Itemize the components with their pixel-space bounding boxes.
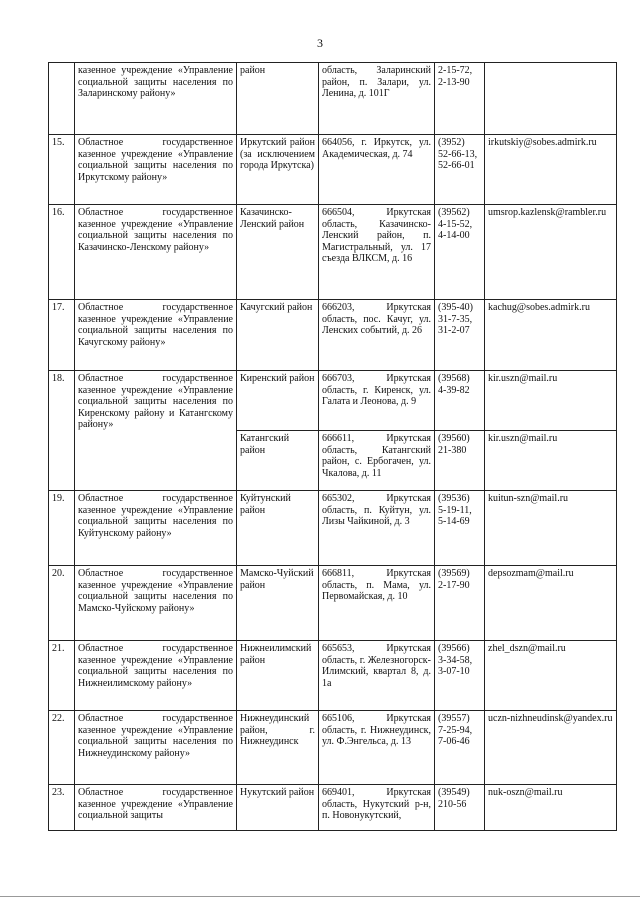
address: 665302, Иркутская область, п. Куйтун, ул. Лизы Чайкиной, д. 3 xyxy=(319,491,435,566)
phone: (39566) 3-34-58, 3-07-10 xyxy=(435,641,485,711)
address: 669401, Иркутская область, Нукутский р-н, п. Новонукутский, xyxy=(319,785,435,831)
email: uczn-nizhneudinsk@yandex.ru xyxy=(485,711,617,785)
district: Катангский район xyxy=(237,431,319,491)
organization-name: Областное государственное казенное учреждение «Управление социальной защиты населения по Киренскому району и Катангскому району» xyxy=(75,371,237,491)
district: Нижнеудинский район, г. Нижнеудинск xyxy=(237,711,319,785)
table-row xyxy=(49,566,617,641)
district: район xyxy=(237,63,319,135)
email: kachug@sobes.admirk.ru xyxy=(485,300,617,371)
row-number xyxy=(49,63,75,135)
email: kuitun-szn@mail.ru xyxy=(485,491,617,566)
phone: (39549) 210-56 xyxy=(435,785,485,831)
phone: (39560) 21-380 xyxy=(435,431,485,491)
table-row xyxy=(49,371,617,431)
district: Киренский район xyxy=(237,371,319,431)
organization-name: Областное государственное казенное учреждение «Управление социальной защиты населения по Мамско-Чуйскому району» xyxy=(75,566,237,641)
organization-name: Областное государственное казенное учреждение «Управление социальной защиты населения по Качугскому району» xyxy=(75,300,237,371)
phone: (39562) 4-15-52, 4-14-00 xyxy=(435,205,485,300)
phone: (39568) 4-39-82 xyxy=(435,371,485,431)
row-number: 22. xyxy=(49,711,75,785)
email: nuk-oszn@mail.ru xyxy=(485,785,617,831)
table-row xyxy=(49,300,617,371)
phone: (39536) 5-19-11, 5-14-69 xyxy=(435,491,485,566)
district: Иркутский район (за исключением города Иркутска) xyxy=(237,135,319,205)
district: Мамско-Чуйский район xyxy=(237,566,319,641)
district: Нижнеилимский район xyxy=(237,641,319,711)
district: Качугский район xyxy=(237,300,319,371)
table-row xyxy=(49,711,617,785)
table-row xyxy=(49,491,617,566)
district: Куйтунский район xyxy=(237,491,319,566)
email xyxy=(485,63,617,135)
address: 666811, Иркутская область, п. Мама, ул. Первомайская, д. 10 xyxy=(319,566,435,641)
organization-name: Областное государственное казенное учреждение «Управление социальной защиты населения по Нижнеудинскому району» xyxy=(75,711,237,785)
address: 665106, Иркутская область, г. Нижнеудинск, ул. Ф.Энгельса, д. 13 xyxy=(319,711,435,785)
table-row xyxy=(49,205,617,300)
page-number: 3 xyxy=(317,36,323,50)
email: depsozmam@mail.ru xyxy=(485,566,617,641)
email: kir.uszn@mail.ru xyxy=(485,431,617,491)
organization-name: Областное государственное казенное учреждение «Управление социальной защиты населения по Иркутскому району» xyxy=(75,135,237,205)
organization-name: Областное государственное казенное учреждение «Управление социальной защиты населения по Куйтунскому району» xyxy=(75,491,237,566)
email: zhel_dszn@mail.ru xyxy=(485,641,617,711)
address: область, Заларинский район, п. Залари, ул. Ленина, д. 101Г xyxy=(319,63,435,135)
table-row xyxy=(49,641,617,711)
organization-name: Областное государственное казенное учреждение «Управление социальной защиты населения по Казачинско-Ленскому району» xyxy=(75,205,237,300)
organization-name: казенное учреждение «Управление социальной защиты населения по Заларинскому району» xyxy=(75,63,237,135)
address: 665653, Иркутская область, г. Железногорск-Илимский, квартал 8, д. 1а xyxy=(319,641,435,711)
district: Казачинско-Ленский район xyxy=(237,205,319,300)
table-row xyxy=(49,63,617,135)
row-number: 23. xyxy=(49,785,75,831)
table-row xyxy=(49,785,617,831)
email: kir.uszn@mail.ru xyxy=(485,371,617,431)
email: umsrop.kazlensk@rambler.ru xyxy=(485,205,617,300)
institutions-table xyxy=(48,62,617,831)
organization-name: Областное государственное казенное учреждение «Управление социальной защиты xyxy=(75,785,237,831)
address: 666611, Иркутская область, Катангский район, с. Ербогачен, ул. Чкалова, д. 11 xyxy=(319,431,435,491)
phone: (3952) 52-66-13, 52-66-01 xyxy=(435,135,485,205)
row-number: 20. xyxy=(49,566,75,641)
phone: 2-15-72, 2-13-90 xyxy=(435,63,485,135)
row-number: 15. xyxy=(49,135,75,205)
page-bottom-edge xyxy=(0,896,640,897)
row-number: 16. xyxy=(49,205,75,300)
address: 666504, Иркутская область, Казачинско-Ленский район, п. Магистральный, ул. 17 съезда ВЛКСМ, д. 16 xyxy=(319,205,435,300)
row-number: 21. xyxy=(49,641,75,711)
phone: (395-40) 31-7-35, 31-2-07 xyxy=(435,300,485,371)
email: irkutskiy@sobes.admirk.ru xyxy=(485,135,617,205)
phone: (39569) 2-17-90 xyxy=(435,566,485,641)
organization-name: Областное государственное казенное учреждение «Управление социальной защиты населения по Нижнеилимскому району» xyxy=(75,641,237,711)
address: 664056, г. Иркутск, ул. Академическая, д. 74 xyxy=(319,135,435,205)
row-number: 19. xyxy=(49,491,75,566)
address: 666203, Иркутская область, пос. Качуг, ул. Ленских событий, д. 26 xyxy=(319,300,435,371)
row-number: 17. xyxy=(49,300,75,371)
phone: (39557) 7-25-94, 7-06-46 xyxy=(435,711,485,785)
table-row xyxy=(49,135,617,205)
address: 666703, Иркутская область, г. Киренск, ул. Галата и Леонова, д. 9 xyxy=(319,371,435,431)
district: Нукутский район xyxy=(237,785,319,831)
row-number: 18. xyxy=(49,371,75,491)
